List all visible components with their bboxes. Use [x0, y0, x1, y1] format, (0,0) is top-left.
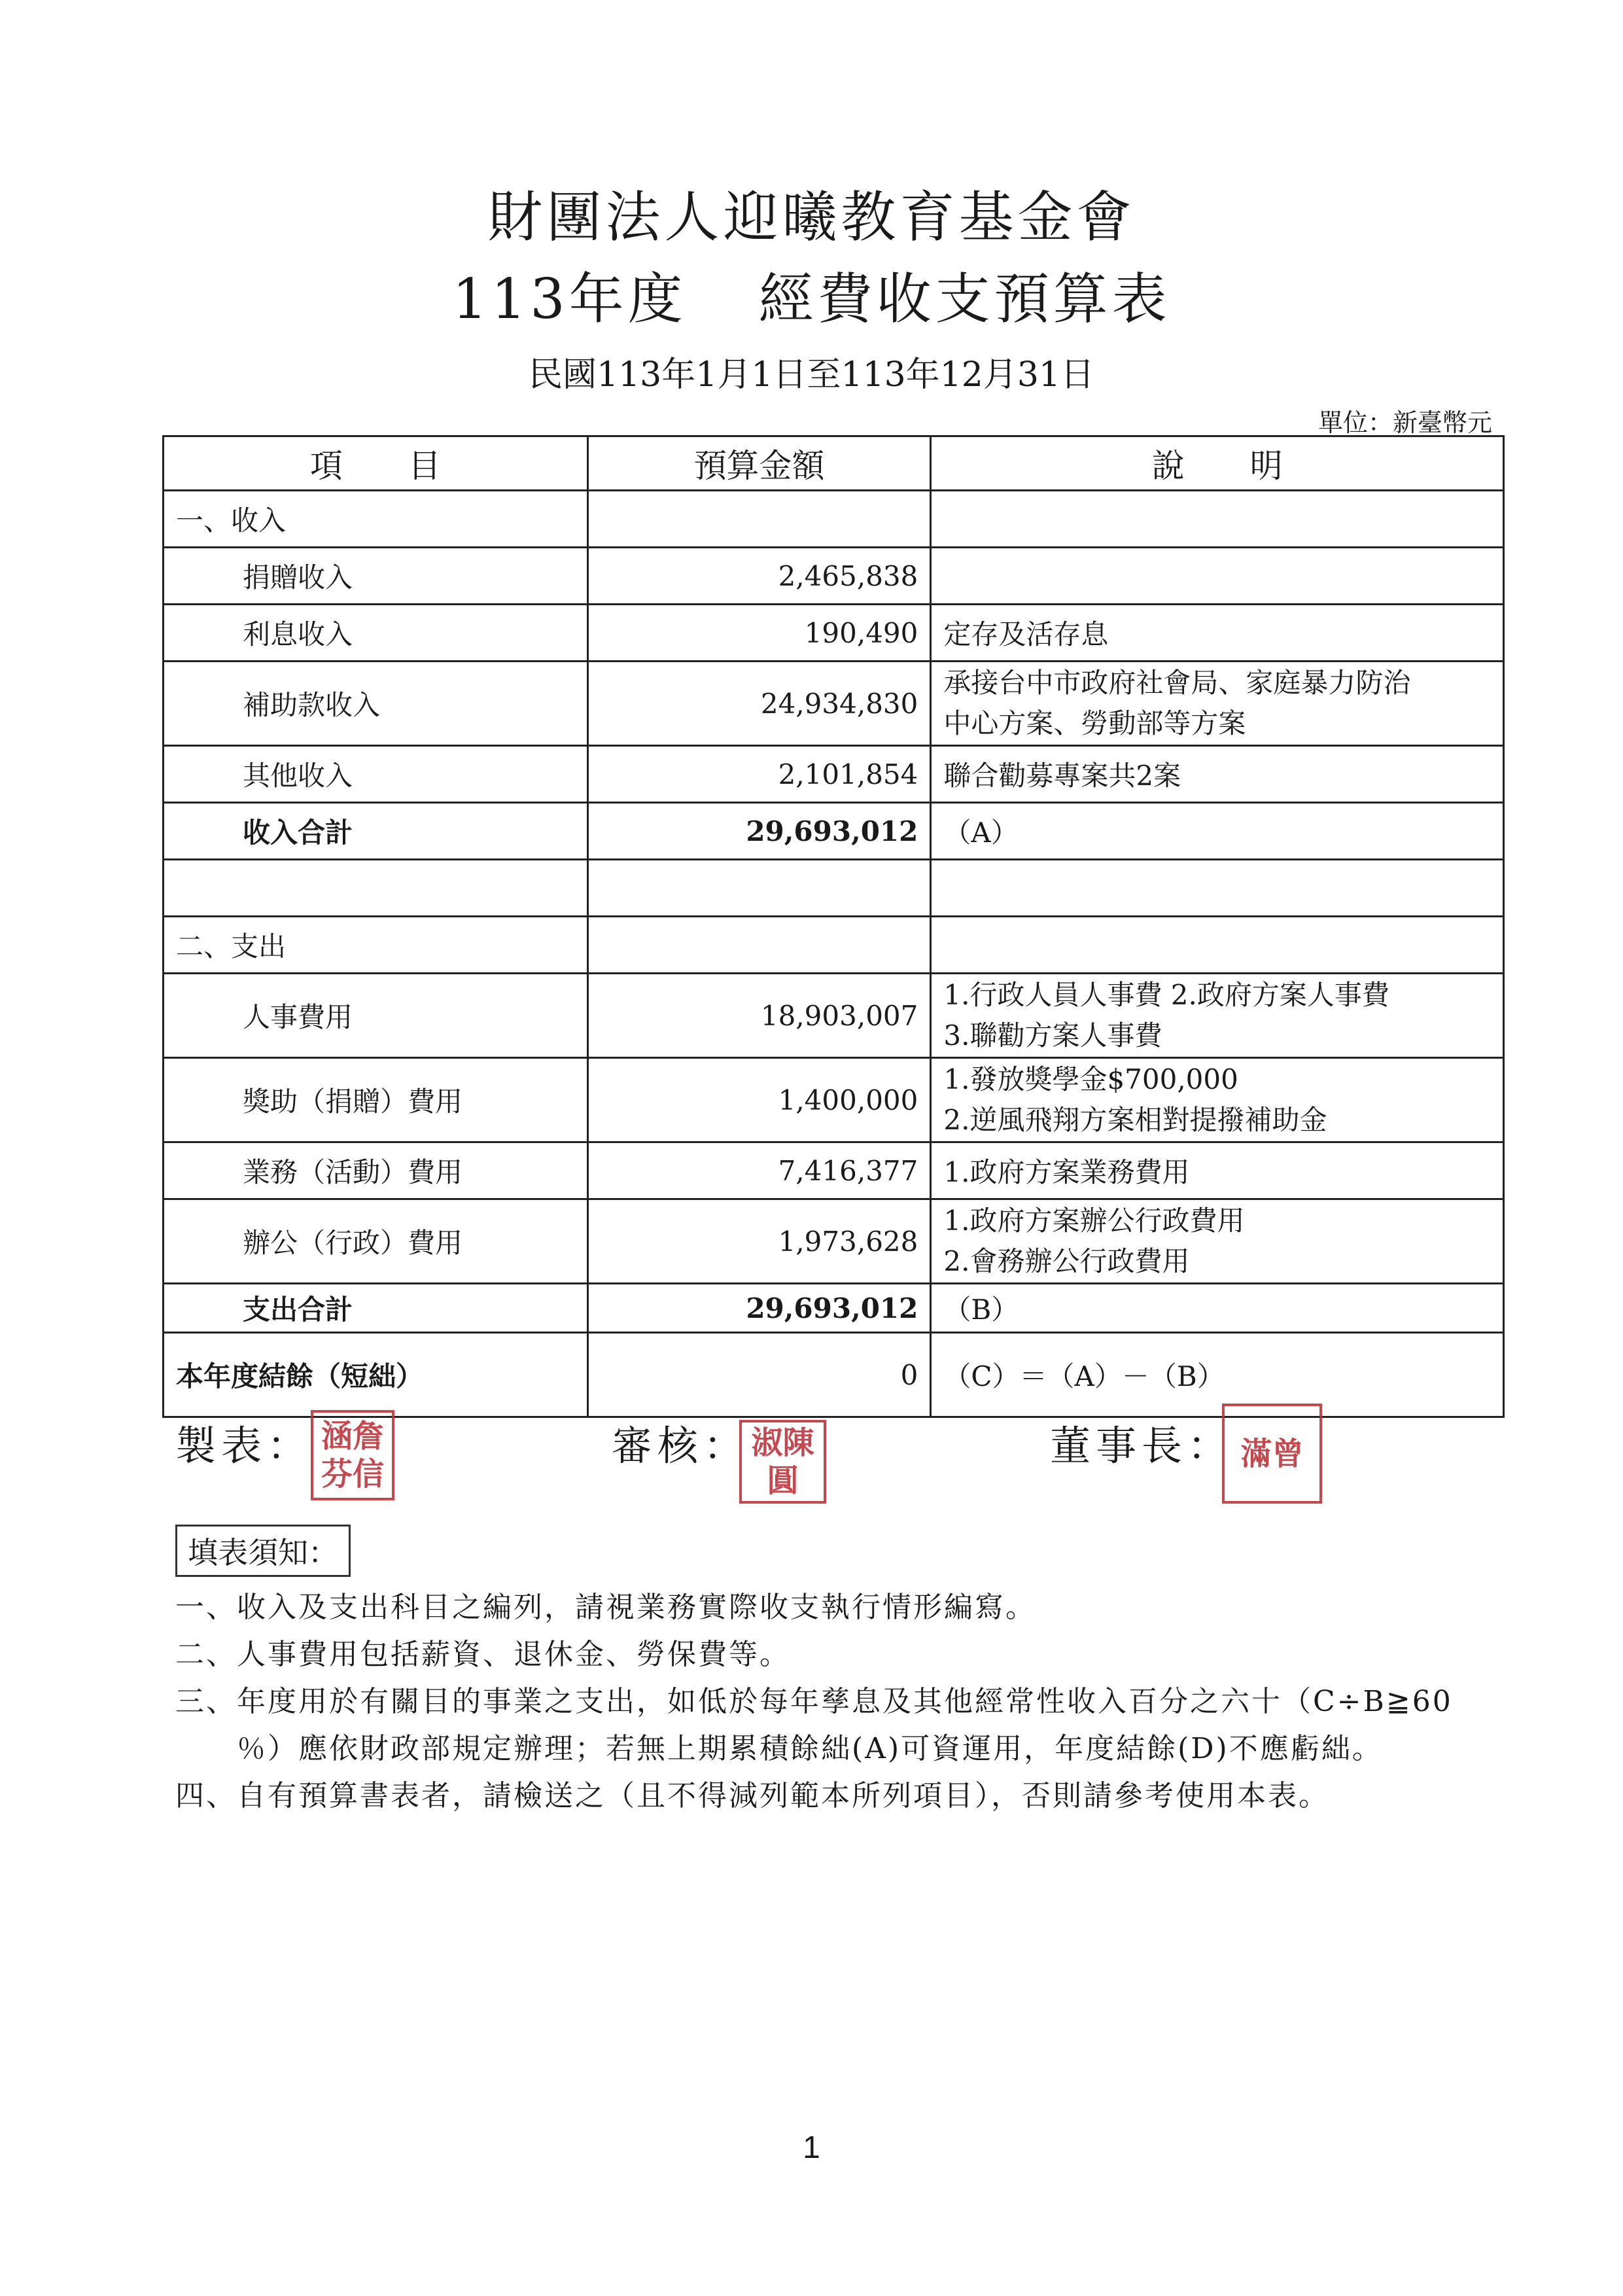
row-item: 辦公（行政）費用: [164, 1199, 588, 1284]
row-description: [931, 974, 1504, 1058]
row-amount: [587, 860, 931, 917]
row-item: 本年度結餘（短絀）: [164, 1333, 588, 1417]
row-amount: 18,903,007: [587, 974, 931, 1058]
organization-name: 財團法人迎曦教育基金會: [487, 185, 1136, 249]
row-description: [931, 917, 1504, 974]
row-amount: [587, 917, 931, 974]
description-line: 3.聯勸方案人事費: [943, 1019, 1162, 1051]
note-line: 二、人事費用包括薪資、退休金、勞保費等。: [175, 1638, 790, 1671]
row-item: [164, 860, 588, 917]
budget-table: [162, 435, 1505, 1418]
row-item: 業務（活動）費用: [164, 1142, 588, 1199]
table-row: [164, 662, 1504, 746]
row-item: 人事費用: [164, 974, 588, 1058]
note-line: 三、年度用於有關目的事業之支出，如低於每年孳息及其他經常性收入百分之六十（C÷B≧60: [175, 1685, 1453, 1718]
description-line: 中心方案、勞動部等方案: [943, 707, 1246, 739]
row-description: （A）: [931, 803, 1504, 860]
reviewer-seal: 淑陳圓: [739, 1420, 826, 1504]
row-item: 支出合計: [164, 1284, 588, 1333]
table-row: [164, 1284, 1504, 1333]
row-item: 補助款收入: [164, 662, 588, 746]
currency-unit: 單位：新臺幣元: [1318, 408, 1492, 437]
fiscal-year: 113年度: [452, 267, 687, 331]
reviewer-label: 審核：: [612, 1422, 750, 1470]
table-row: [164, 1058, 1504, 1142]
table-row: [164, 1199, 1504, 1284]
description-line: 承接台中市政府社會局、家庭暴力防治: [943, 667, 1411, 699]
description-line: 1.發放獎學金$700,000: [943, 1063, 1238, 1095]
notes-heading: 填表須知：: [175, 1525, 351, 1577]
row-amount: 24,934,830: [587, 662, 931, 746]
table-row: [164, 974, 1504, 1058]
document-title-text: 經費收支預算表: [758, 267, 1171, 331]
row-amount: 190,490: [587, 605, 931, 662]
table-row: [164, 860, 1504, 917]
row-description: [931, 1199, 1504, 1284]
description-line: 1.行政人員人事費 2.政府方案人事費: [943, 979, 1389, 1011]
header-description: 說 明: [931, 436, 1504, 491]
row-description: [931, 491, 1504, 548]
table-row: [164, 917, 1504, 974]
preparer-label: 製表：: [175, 1422, 313, 1470]
row-amount: 2,465,838: [587, 548, 931, 605]
row-item: 一、收入: [164, 491, 588, 548]
row-amount: 29,693,012: [587, 803, 931, 860]
page-number: 1: [803, 2130, 820, 2165]
table-row: [164, 491, 1504, 548]
table-row: [164, 605, 1504, 662]
table-row: [164, 548, 1504, 605]
row-amount: 7,416,377: [587, 1142, 931, 1199]
row-amount: 1,400,000: [587, 1058, 931, 1142]
row-item: 捐贈收入: [164, 548, 588, 605]
table-header-row: [164, 436, 1504, 491]
description-line: 1.政府方案辦公行政費用: [943, 1205, 1245, 1237]
chairman-label: 董事長：: [1050, 1422, 1234, 1470]
chairman-seal: 滿曾: [1222, 1404, 1322, 1504]
header-amount: 預算金額: [587, 436, 931, 491]
row-description: [931, 860, 1504, 917]
row-description: 1.政府方案業務費用: [931, 1142, 1504, 1199]
preparer-seal: 涵詹芬信: [311, 1410, 394, 1500]
row-amount: 2,101,854: [587, 746, 931, 803]
row-item: 其他收入: [164, 746, 588, 803]
row-description: [931, 548, 1504, 605]
row-description: [931, 1058, 1504, 1142]
row-description: 聯合勸募專案共2案: [931, 746, 1504, 803]
row-amount: 29,693,012: [587, 1284, 931, 1333]
row-item: 收入合計: [164, 803, 588, 860]
document-title: [0, 255, 1623, 334]
note-line: 一、收入及支出科目之編列，請視業務實際收支執行情形編寫。: [175, 1591, 1036, 1624]
note-line: 四、自有預算書表者，請檢送之（且不得減列範本所列項目），否則請參考使用本表。: [175, 1779, 1329, 1812]
row-amount: [587, 491, 931, 548]
row-description: [931, 662, 1504, 746]
signature-row: [0, 1413, 1623, 1538]
note-line: ％）應依財政部規定辦理；若無上期累積餘絀(A)可資運用，年度結餘(D)不應虧絀。: [175, 1732, 1383, 1765]
header-item: 項 目: [164, 436, 588, 491]
description-line: 2.逆風飛翔方案相對提撥補助金: [943, 1104, 1327, 1136]
table-row: [164, 803, 1504, 860]
row-amount: 0: [587, 1333, 931, 1417]
row-description: （C）＝（A）－（B）: [931, 1333, 1504, 1417]
row-item: 獎助（捐贈）費用: [164, 1058, 588, 1142]
row-amount: 1,973,628: [587, 1199, 931, 1284]
row-item: 利息收入: [164, 605, 588, 662]
row-item: 二、支出: [164, 917, 588, 974]
description-line: 2.會務辦公行政費用: [943, 1245, 1190, 1277]
table-row: [164, 746, 1504, 803]
row-description: 定存及活存息: [931, 605, 1504, 662]
row-description: （B）: [931, 1284, 1504, 1333]
table-row: [164, 1142, 1504, 1199]
budget-period: 民國113年1月1日至113年12月31日: [528, 355, 1094, 395]
